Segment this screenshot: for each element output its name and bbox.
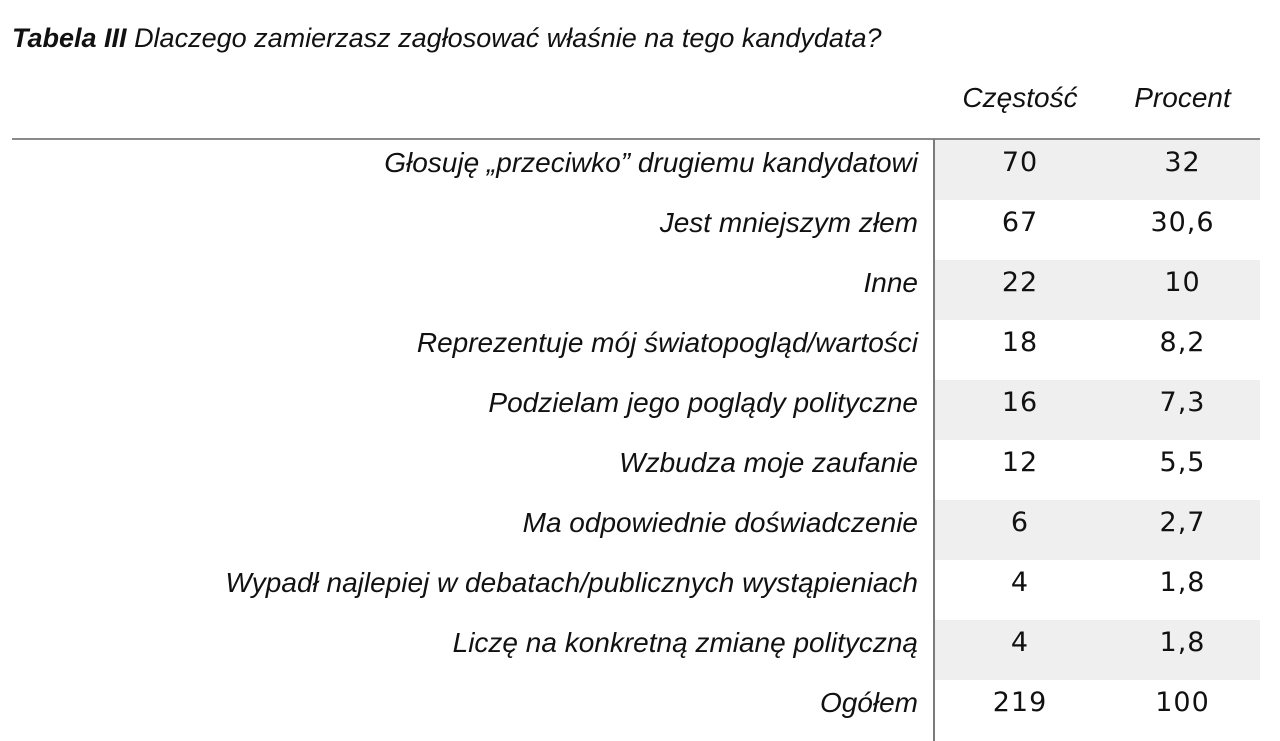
- table-row: [12, 620, 1260, 680]
- row-percent: 7,3: [1159, 387, 1206, 418]
- row-frequency: 12: [1001, 447, 1039, 478]
- row-percent: 8,2: [1159, 327, 1206, 358]
- table-row: [12, 320, 1260, 380]
- row-percent: 2,7: [1159, 507, 1206, 538]
- table-row: [12, 140, 1260, 200]
- row-percent: 1,8: [1159, 627, 1206, 658]
- row-frequency: 22: [1001, 267, 1039, 298]
- row-frequency: 4: [1010, 627, 1030, 658]
- table-title: Dlaczego zamierzasz zagłosować właśnie na tego kandydata?: [134, 23, 882, 53]
- row-frequency: 4: [1010, 567, 1030, 598]
- table-row: [12, 560, 1260, 620]
- row-frequency: 70: [1001, 147, 1039, 178]
- row-percent: 30,6: [1150, 207, 1215, 238]
- row-frequency: 18: [1001, 327, 1039, 358]
- row-frequency: 6: [1010, 507, 1030, 538]
- table-row-total: [12, 680, 1260, 740]
- column-header-percent: Procent: [1134, 82, 1231, 113]
- row-label: Inne: [863, 267, 918, 298]
- table-body: [12, 140, 1260, 740]
- row-label: Reprezentuje mój światopogląd/wartości: [416, 327, 918, 358]
- column-divider: [933, 139, 935, 741]
- row-label: Wypadł najlepiej w debatach/publicznych wystąpieniach: [225, 567, 918, 598]
- row-label: Głosuję „przeciwko” drugiemu kandydatowi: [384, 147, 918, 178]
- row-label: Jest mniejszym złem: [659, 207, 918, 238]
- table-caption: [12, 18, 881, 58]
- row-label: Podzielam jego poglądy polityczne: [488, 387, 918, 418]
- table-row: [12, 200, 1260, 260]
- table-row: [12, 260, 1260, 320]
- row-frequency: 16: [1001, 387, 1039, 418]
- row-percent: 100: [1155, 687, 1210, 718]
- column-header-frequency: Częstość: [962, 82, 1078, 113]
- row-label: Ogółem: [819, 687, 918, 718]
- row-label: Liczę na konkretną zmianę polityczną: [452, 627, 918, 658]
- row-percent: 5,5: [1159, 447, 1206, 478]
- row-label: Wzbudza moje zaufanie: [619, 447, 918, 478]
- table-row: [12, 380, 1260, 440]
- row-percent: 10: [1164, 267, 1201, 298]
- row-percent: 1,8: [1159, 567, 1206, 598]
- table-row: [12, 500, 1260, 560]
- table-row: [12, 440, 1260, 500]
- row-label: Ma odpowiednie doświadczenie: [522, 507, 918, 538]
- table-number: Tabela III: [12, 23, 127, 53]
- row-percent: 32: [1164, 147, 1201, 178]
- row-frequency: 219: [992, 687, 1048, 718]
- row-frequency: 67: [1001, 207, 1039, 238]
